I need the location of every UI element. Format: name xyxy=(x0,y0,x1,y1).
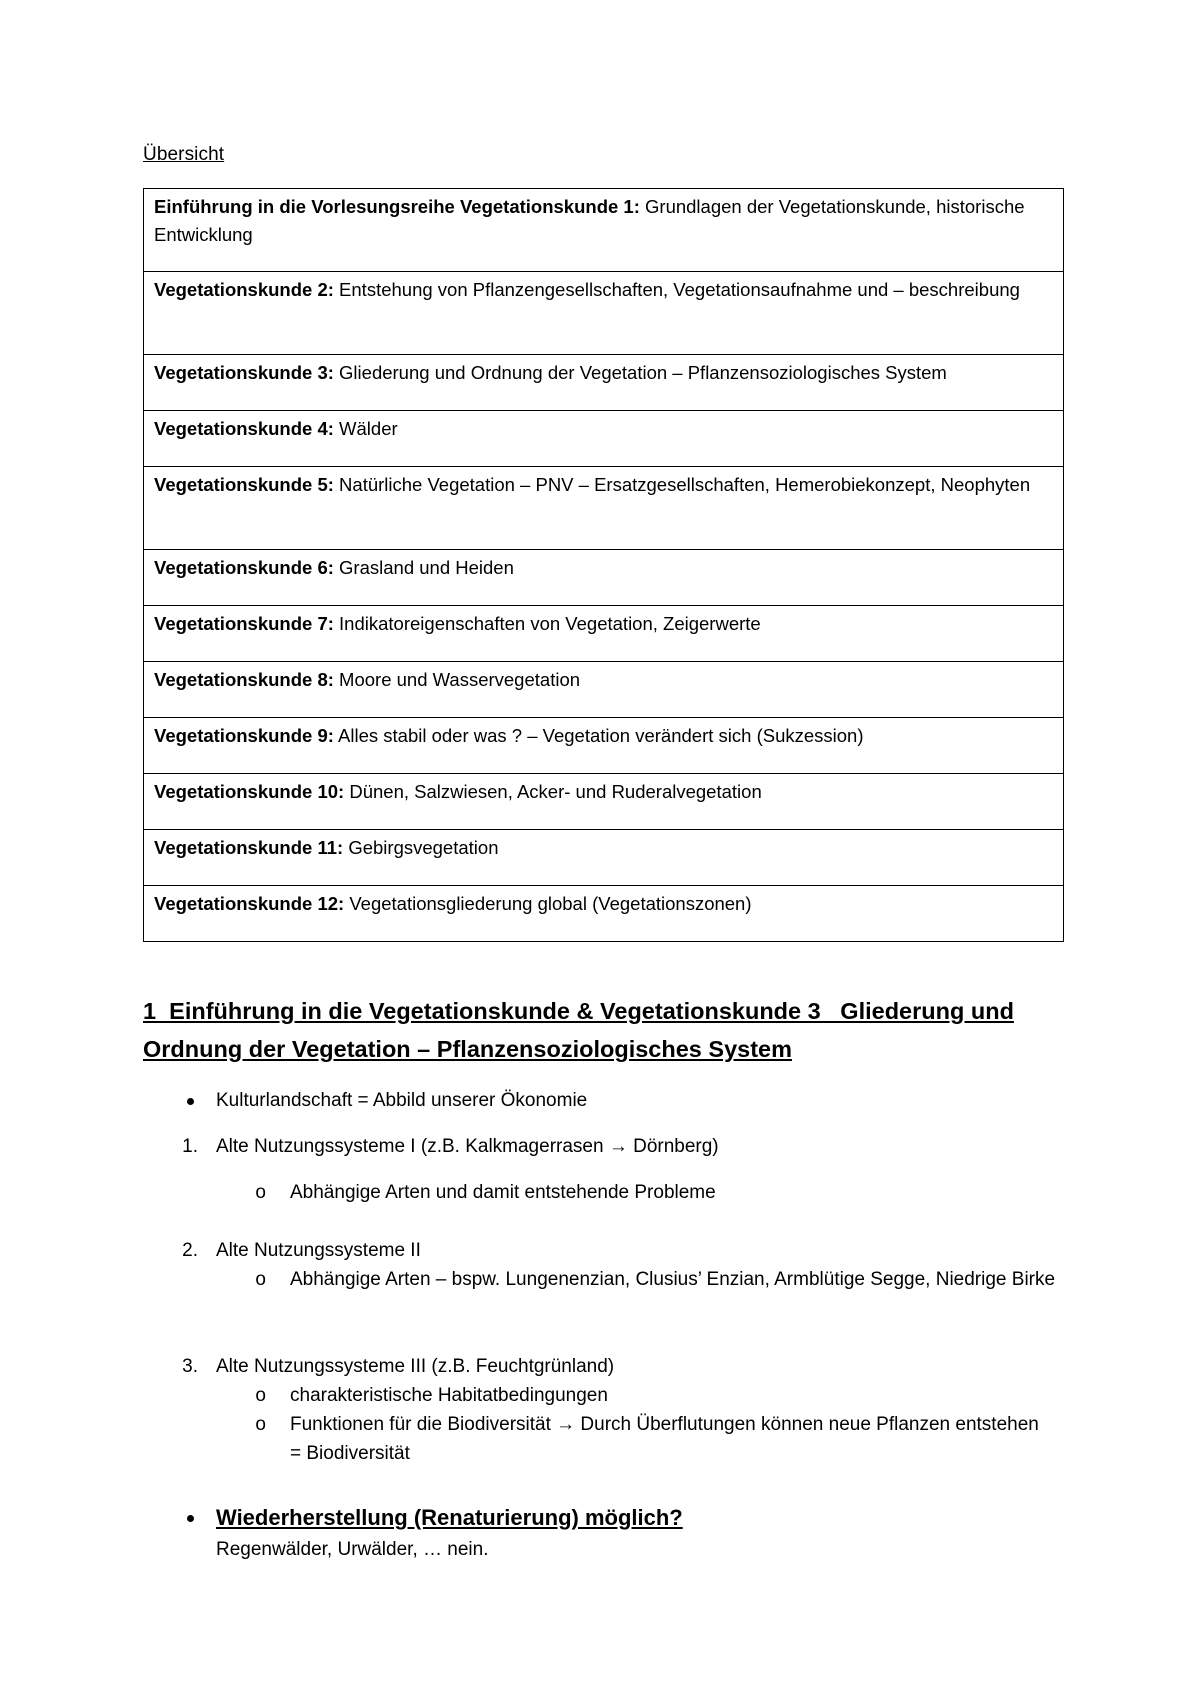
sub-item-text: Funktionen für die Biodiversität → Durch Überflutungen können neue Pflanzen entstehen = Biodiversität xyxy=(290,1414,1039,1464)
table-row xyxy=(144,189,1064,272)
list-number: 3. xyxy=(182,1356,198,1377)
list-item-text: Alte Nutzungssysteme III (z.B. Feuchtgrünland) xyxy=(216,1356,615,1377)
overview-title: Übersicht xyxy=(143,144,225,165)
table-cell: Vegetationskunde 10: Dünen, Salzwiesen, Acker- und Ruderalvegetation xyxy=(144,774,1064,830)
table-row xyxy=(144,467,1064,550)
table-cell: Vegetationskunde 11: Gebirgsvegetation xyxy=(144,830,1064,886)
table-row xyxy=(144,606,1064,662)
sub-bullet-icon: o xyxy=(255,1385,266,1406)
list-number: 2. xyxy=(182,1240,198,1261)
table-cell: Vegetationskunde 3: Gliederung und Ordnung der Vegetation – Pflanzensoziologisches System xyxy=(144,355,1064,411)
bullet-heading: Wiederherstellung (Renaturierung) möglich? xyxy=(216,1505,683,1530)
sub-bullet-icon: o xyxy=(255,1182,266,1203)
bullet-text: Kulturlandschaft = Abbild unserer Ökonomie xyxy=(216,1090,588,1111)
table-row xyxy=(144,886,1064,942)
table-row xyxy=(144,355,1064,411)
table-cell: Vegetationskunde 9: Alles stabil oder was ? – Vegetation verändert sich (Sukzession) xyxy=(144,718,1064,774)
table-row xyxy=(144,718,1064,774)
sub-bullet-icon: o xyxy=(255,1269,266,1290)
table-row xyxy=(144,774,1064,830)
table-cell: Vegetationskunde 8: Moore und Wasservegetation xyxy=(144,662,1064,718)
sub-item-text: Abhängige Arten und damit entstehende Probleme xyxy=(290,1182,716,1203)
table-row xyxy=(144,830,1064,886)
table-row xyxy=(144,411,1064,467)
table-row xyxy=(144,550,1064,606)
list-item-text: Alte Nutzungssysteme I (z.B. Kalkmagerrasen → Dörnberg) xyxy=(216,1136,719,1157)
list-number: 1. xyxy=(182,1136,198,1157)
section-heading: 1_Einführung in die Vegetationskunde & Vegetationskunde 3_ Gliederung und Ordnung der Vegetation – Pflanzensoziologisches System xyxy=(143,998,1014,1062)
table-cell: Vegetationskunde 4: Wälder xyxy=(144,411,1064,467)
overview-table xyxy=(143,188,1064,942)
bullet-text: Regenwälder, Urwälder, … nein. xyxy=(216,1539,489,1560)
table-cell: Vegetationskunde 5: Natürliche Vegetation – PNV – Ersatzgesellschaften, Hemerobiekonzept, Neophyten xyxy=(144,467,1064,550)
table-cell: Vegetationskunde 7: Indikatoreigenschaften von Vegetation, Zeigerwerte xyxy=(144,606,1064,662)
table-cell: Vegetationskunde 12: Vegetationsgliederung global (Vegetationszonen) xyxy=(144,886,1064,942)
table-row xyxy=(144,272,1064,355)
table-cell: Vegetationskunde 2: Entstehung von Pflanzengesellschaften, Vegetationsaufnahme und – beschreibung xyxy=(144,272,1064,355)
list-item-text: Alte Nutzungssysteme II xyxy=(216,1240,421,1261)
table-cell: Vegetationskunde 6: Grasland und Heiden xyxy=(144,550,1064,606)
table-cell: Einführung in die Vorlesungsreihe Vegetationskunde 1: Grundlagen der Vegetationskunde, historische Entwicklung xyxy=(144,189,1064,272)
bullet-icon xyxy=(187,1098,194,1105)
sub-item-text: Abhängige Arten – bspw. Lungenenzian, Clusius’ Enzian, Armblütige Segge, Niedrige Birke xyxy=(290,1269,1056,1290)
bullet-icon xyxy=(187,1515,194,1522)
sub-bullet-icon: o xyxy=(255,1414,266,1435)
table-row xyxy=(144,662,1064,718)
sub-item-text: charakteristische Habitatbedingungen xyxy=(290,1385,608,1406)
